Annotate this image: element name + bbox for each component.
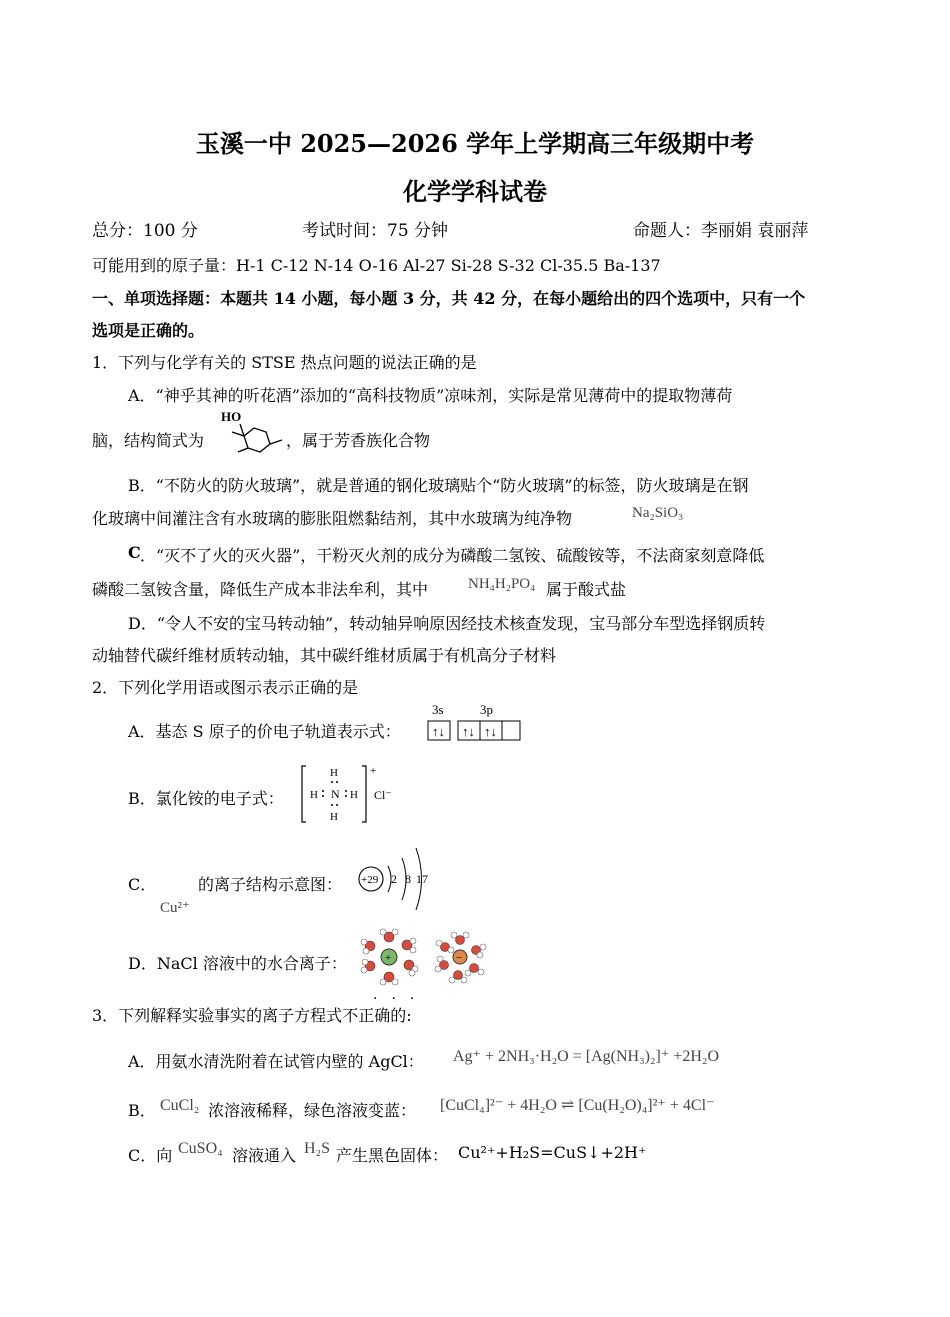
exam-authors: 命题人：李丽娟 袁丽萍	[633, 221, 809, 241]
copper-ion-label: Cu²⁺	[160, 900, 190, 916]
q3-option-c-equation: Cu²⁺+H₂S=CuS↓+2H⁺	[458, 1143, 647, 1162]
q3-stem-emphasis: 不正确	[342, 1006, 391, 1025]
q2-option-c-text: C．	[128, 875, 157, 894]
q3-option-b-text: 浓溶液稀释，绿色溶液变蓝：	[208, 1101, 417, 1120]
q1-option-c-label: C	[128, 543, 141, 562]
q1-option-c-line2-post: 属于酸式盐	[546, 580, 627, 599]
emphasis-dots: ···	[373, 991, 429, 1007]
copper-chloride-formula: CuCl₂	[160, 1097, 200, 1114]
copper-sulfate-formula: CuSO₄	[178, 1140, 223, 1157]
hydrated-ions-diagram	[356, 928, 494, 986]
svg-text:17: 17	[416, 872, 428, 886]
q1-option-b-line2: 化玻璃中间灌注含有水玻璃的膨胀阻燃黏结剂，其中水玻璃为纯净物	[92, 509, 573, 528]
q3-option-c-text2: 产生黑色固体：	[336, 1146, 449, 1165]
q1-stem: 1．下列与化学有关的 STSE 热点问题的说法正确的是	[92, 353, 477, 372]
menthol-ho-label: HO	[221, 409, 242, 424]
svg-text:2: 2	[391, 872, 397, 886]
svg-text:H: H	[330, 811, 338, 823]
total-score: 总分：100 分	[92, 221, 198, 241]
q3-option-a-equation: Ag⁺ + 2NH₃·H₂O = [Ag(NH₃)₂]⁺ +2H₂O	[453, 1048, 720, 1065]
ammonium-chloride-lewis	[298, 762, 398, 826]
water-glass-formula: Na₂SiO₃	[632, 505, 684, 521]
q2-option-c-text2: 的离子结构示意图：	[198, 875, 343, 894]
q3-stem-post: 的:	[390, 1006, 412, 1025]
orbital-3p-label: 3p	[480, 702, 493, 717]
svg-text:↑↓: ↑↓	[462, 724, 475, 739]
svg-text:↑↓: ↑↓	[432, 724, 445, 739]
orbital-3s-label: 3s	[432, 702, 444, 717]
svg-text:+29: +29	[361, 874, 379, 886]
q2-option-b-text: B．氯化铵的电子式：	[128, 789, 284, 808]
q3-option-b-pre: B．	[128, 1101, 156, 1120]
q2-stem: 2．下列化学用语或图示表示正确的是	[92, 678, 359, 697]
svg-text:8: 8	[405, 872, 411, 886]
svg-text:Cl⁻: Cl⁻	[374, 788, 392, 802]
q1-option-c-line2: 磷酸二氢铵含量，降低生产成本非法牟利，其中	[92, 580, 429, 599]
q3-option-b-equation: [CuCl₄]²⁻ + 4H₂O ⇌ [Cu(H₂O)₄]²⁺ + 4Cl⁻	[440, 1097, 715, 1114]
section-heading-line1: 一、单项选择题：本题共 14 小题，每小题 3 分，共 42 分，在每小题给出的四个选项中，只有一个	[92, 289, 806, 308]
ammonium-phosphate-formula: NH₄H₂PO₄	[468, 576, 536, 592]
svg-text:H: H	[350, 789, 358, 801]
q1-option-a-line2-post: ，属于芳香族化合物	[286, 431, 431, 450]
q2-option-d-text: D．NaCl 溶液中的水合离子：	[128, 954, 347, 973]
q2-option-a-text: A．基态 S 原子的价电子轨道表示式：	[128, 722, 401, 741]
q1-option-c-line1: ．“灭不了火的灭火器”，干粉灭火剂的成分为磷酸二氢铵、硫酸铵等，不法商家刻意降低	[140, 546, 765, 565]
exam-subtitle: 化学学科试卷	[403, 177, 547, 206]
q1-option-a-line1: A．“神乎其神的听花酒”添加的“高科技物质”凉味剂，实际是常见薄荷中的提取物薄荷	[128, 386, 733, 405]
svg-text:+: +	[370, 765, 377, 777]
q3-option-a-text: A．用氨水清洗附着在试管内壁的 AgCl：	[128, 1052, 424, 1071]
q1-option-d-line1: D．“令人不安的宝马转动轴”，转动轴异响原因经技术核查发现，宝马部分车型选择钢质转	[128, 614, 766, 633]
menthol-structure	[218, 408, 286, 456]
svg-text:H: H	[310, 789, 318, 801]
q1-option-a-line2-pre: 脑，结构简式为	[92, 431, 205, 450]
orbital-diagram	[424, 700, 524, 744]
q3-option-c-pre: C．向	[128, 1146, 173, 1165]
hydrogen-sulfide-formula: H₂S	[304, 1140, 331, 1157]
atomic-masses: 可能用到的原子量：H-1 C-12 N-14 O-16 Al-27 Si-28 S-32 Cl-35.5 Ba-137	[92, 256, 661, 275]
svg-text:H: H	[330, 767, 338, 779]
q3-option-c-text: 溶液通入	[232, 1146, 297, 1165]
svg-text:N: N	[331, 787, 340, 801]
exam-title: 玉溪一中 2025—2026 学年上学期高三年级期中考	[195, 129, 755, 158]
svg-text:+: +	[385, 952, 392, 964]
exam-time: 考试时间：75 分钟	[302, 221, 449, 241]
q1-option-d-line2: 动轴替代碳纤维材质转动轴，其中碳纤维材质属于有机高分子材料	[92, 646, 557, 665]
cu-ion-structure	[354, 838, 434, 916]
section-heading-line2: 选项是正确的。	[92, 321, 205, 340]
svg-text:↑↓: ↑↓	[484, 724, 497, 739]
q3-stem	[92, 1003, 412, 1026]
q3-stem-pre: 3．下列解释实验事实的离子方程式	[92, 1006, 343, 1025]
q1-option-b-line1: B．“不防火的防火玻璃”，就是普通的钢化玻璃贴个“防火玻璃”的标签，防火玻璃是在钢	[128, 476, 749, 495]
svg-text:−: −	[456, 952, 463, 964]
